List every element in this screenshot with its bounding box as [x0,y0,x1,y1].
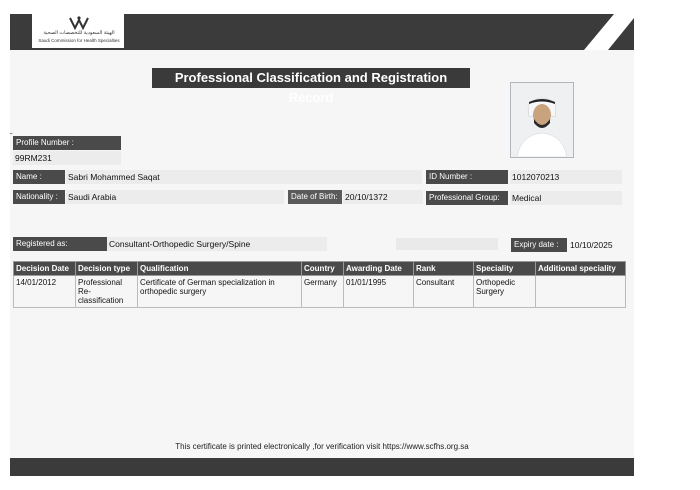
person-photo [510,82,574,158]
decision-date-cell: 14/01/2012 [14,276,76,308]
awarding-date-cell: 01/01/1995 [344,276,414,308]
speciality-cell: Orthopedic Surgery [474,276,536,308]
verification-note: This certificate is printed electronically ,for verification visit https://www.scfhs.org.sa [175,442,469,451]
column-header-rank: Rank [414,262,474,276]
date-of-birth-label: Date of Birth: [288,190,342,204]
nationality-value: Saudi Arabia [66,190,284,204]
id-number-label: ID Number : [426,170,508,184]
column-header-qualification: Qualification [138,262,302,276]
column-header-speciality: Speciality [474,262,536,276]
column-header-decision-type: Decision type [76,262,138,276]
top-bar [10,14,634,50]
document-title: Professional Classification and Registration Record [152,68,470,88]
professional-group-value: Medical [510,191,622,205]
qualification-cell: Certificate of German specialization in orthopedic surgery [138,276,302,308]
name-label: Name : [13,170,65,184]
organization-name-english: Saudi Commission for Health Specialties [38,38,120,43]
professional-group-label: Professional Group: [426,191,508,205]
name-value: Sabri Mohammed Saqat [66,170,422,184]
column-header-country: Country [302,262,344,276]
additional-speciality-cell [536,276,626,308]
table-row [14,276,626,308]
expiry-date-value: 10/10/2025 [570,240,613,250]
column-header-decision-date: Decision Date [14,262,76,276]
organization-name-arabic: الهيئة السعودية للتخصصات الصحية [43,30,115,36]
blank-field [396,238,498,250]
table-header-row [14,262,626,276]
column-header-additional-speciality: Additional speciality [536,262,626,276]
nationality-label: Nationality : [13,190,65,204]
corner-decoration [564,14,634,50]
registered-as-value: Consultant-Orthopedic Surgery/Spine [107,237,327,251]
bottom-bar [10,458,634,476]
registered-as-label: Registered as: [13,237,107,251]
date-of-birth-value: 20/10/1372 [343,190,423,204]
country-cell: Germany [302,276,344,308]
organization-logo [32,14,124,48]
records-table [13,261,626,308]
profile-number-label: Profile Number : [13,136,121,150]
expiry-date-label: Expiry date : [511,238,567,252]
certificate-page [10,14,634,476]
decision-type-cell: Professional Re-classification [76,276,138,308]
scfhs-logo-icon [68,15,90,30]
profile-number-value: 99RM231 [13,151,121,165]
rank-cell: Consultant [414,276,474,308]
edge-mark: ˘ [10,132,13,141]
id-number-value: 1012070213 [510,170,622,184]
column-header-awarding-date: Awarding Date [344,262,414,276]
